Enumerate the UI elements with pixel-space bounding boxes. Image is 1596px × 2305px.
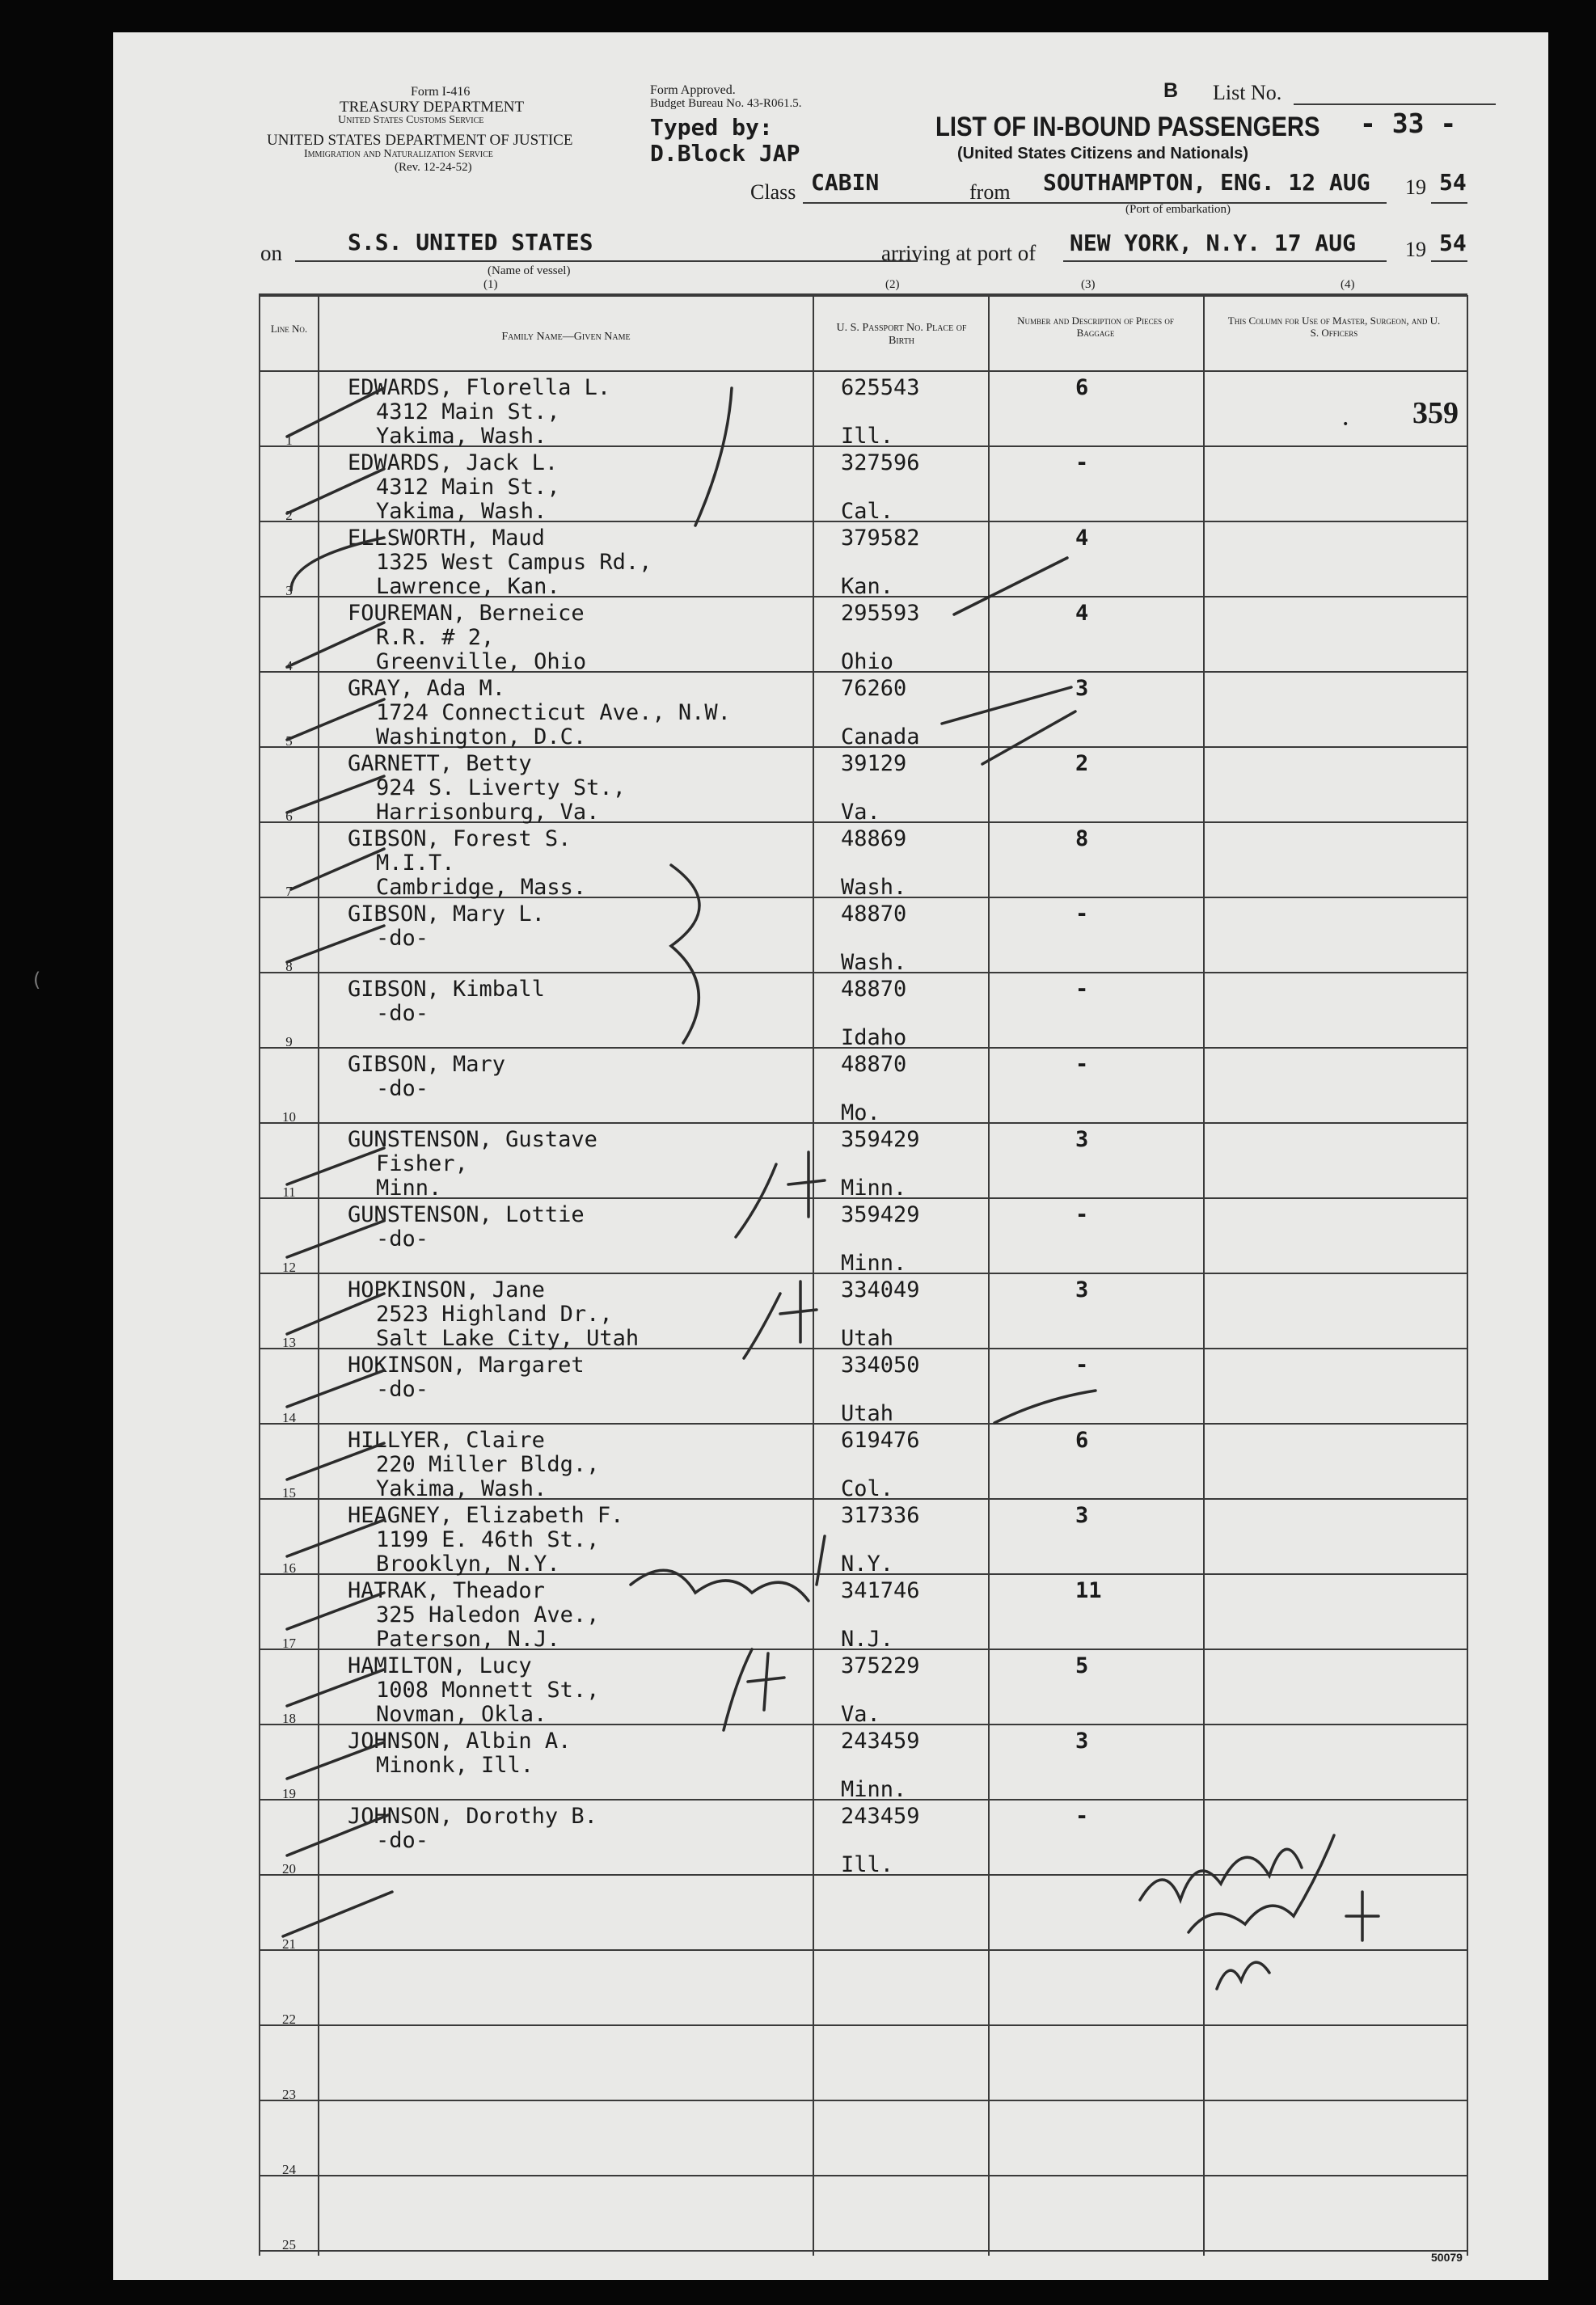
list-prefix: B	[1163, 79, 1179, 102]
passenger-address-line1: Fisher,	[376, 1151, 468, 1176]
passenger-address-line1: Minonk, Ill.	[376, 1753, 534, 1778]
passport-header: U. S. Passport No. Place of Birth	[836, 322, 967, 348]
passenger-address-line1: 924 S. Liverty St.,	[376, 775, 626, 800]
signature	[1217, 1962, 1269, 1989]
bracket-mark	[954, 558, 1067, 614]
baggage-count: -	[1075, 1202, 1089, 1227]
line-number: 1	[285, 433, 293, 448]
baggage-count: 5	[1075, 1653, 1089, 1678]
passenger-address-line1: 1325 West Campus Rd.,	[376, 550, 652, 575]
vessel-caption: (Name of vessel)	[488, 264, 571, 277]
form-approved: Form Approved.	[650, 83, 736, 97]
line-number: 11	[282, 1184, 296, 1200]
passport-number: 379582	[841, 526, 920, 551]
passenger-name: EDWARDS, Jack L.	[348, 450, 559, 475]
baggage-count: -	[1075, 901, 1089, 927]
line-number: 2	[285, 508, 293, 523]
baggage-count: 3	[1075, 1127, 1089, 1152]
place-of-birth: Mo.	[841, 1100, 880, 1125]
passenger-name: GARNETT, Betty	[348, 751, 532, 776]
passenger-address-line2: Cambridge, Mass.	[376, 875, 587, 900]
place-of-birth: Kan.	[841, 574, 894, 599]
passenger-address-line2: Harrisonburg, Va.	[376, 800, 600, 825]
arrival-line	[1063, 260, 1387, 262]
passenger-name: GRAY, Ada M.	[348, 676, 506, 701]
ins-service: Immigration and Naturalization Service	[304, 148, 493, 160]
check-mark	[287, 469, 384, 513]
place-of-birth: Va.	[841, 800, 880, 825]
check-mark	[287, 926, 384, 962]
baggage-count: 6	[1075, 1428, 1089, 1453]
bracket-mark	[695, 388, 732, 526]
passenger-address-line2: Yakima, Wash.	[376, 499, 547, 524]
passport-number: 334050	[841, 1353, 920, 1378]
arrival-year-line	[1431, 260, 1467, 262]
passport-number: 359429	[841, 1127, 920, 1152]
check-mark	[291, 849, 384, 889]
place-of-birth: Wash.	[841, 950, 907, 975]
table-left-border	[259, 295, 260, 2256]
on-label: on	[260, 241, 282, 265]
passenger-name: HOKINSON, Margaret	[348, 1353, 585, 1378]
line-number: 4	[285, 658, 293, 673]
bracket-mark	[982, 711, 1075, 764]
line-number: 22	[282, 2012, 296, 2027]
arrival-year-prefix: 19	[1405, 238, 1426, 261]
passenger-name: GIBSON, Mary L.	[348, 901, 545, 927]
passenger-name: JOHNSON, Dorothy B.	[348, 1804, 597, 1829]
edge-mark: (	[31, 969, 43, 991]
passenger-address-line1: M.I.T.	[376, 851, 455, 876]
baggage-count: 4	[1075, 601, 1089, 626]
port-embarkation-caption: (Port of embarkation)	[1125, 203, 1231, 216]
line-number: 3	[285, 583, 293, 598]
passport-number: 243459	[841, 1804, 920, 1829]
baggage-count: 6	[1075, 375, 1089, 400]
baggage-header: Number and Description of Pieces of Baggage	[1017, 315, 1174, 339]
baggage-count: 3	[1075, 1729, 1089, 1754]
arrival-year: 54	[1439, 230, 1467, 256]
list-no-line	[1294, 103, 1496, 105]
passenger-address-line1: -do-	[376, 1226, 429, 1252]
place-of-birth: Utah	[841, 1401, 894, 1426]
baggage-count: 3	[1075, 1277, 1089, 1302]
stamp-dot: •	[1342, 418, 1349, 431]
passenger-address-line1: 1724 Connecticut Ave., N.W.	[376, 700, 731, 725]
table-top-border	[259, 293, 1467, 297]
baggage-count: -	[1075, 1804, 1089, 1829]
passport-divider	[988, 295, 990, 2256]
signature	[1346, 1892, 1379, 1940]
customs-service: United States Customs Service	[338, 114, 484, 126]
justice-dept: UNITED STATES DEPARTMENT OF JUSTICE	[267, 132, 573, 149]
line-number: 19	[282, 1786, 296, 1801]
line-number: 13	[282, 1335, 296, 1350]
row-divider	[259, 2100, 1467, 2101]
passport-number: 39129	[841, 751, 907, 776]
passenger-address-line2: Salt Lake City, Utah	[376, 1326, 640, 1351]
stamp-number: 359	[1412, 396, 1459, 430]
officers-header: This Column for Use of Master, Surgeon, and U. S. Officers	[1227, 315, 1441, 339]
passenger-address-line1: 4312 Main St.,	[376, 475, 560, 500]
table-right-border	[1467, 295, 1468, 2256]
from-year-prefix: 19	[1405, 175, 1426, 199]
passenger-address-line1: 1199 E. 46th St.,	[376, 1527, 600, 1552]
place-of-birth: Minn.	[841, 1176, 907, 1201]
col-num-1: (1)	[483, 278, 498, 291]
initials-mark	[724, 1649, 752, 1730]
typed-by-label: Typed by:	[650, 114, 773, 141]
line-number: 17	[282, 1636, 296, 1651]
page-title: LIST OF IN-BOUND PASSENGERS	[935, 112, 1320, 142]
passenger-name: GIBSON, Mary	[348, 1052, 506, 1077]
handwritten-marks	[113, 32, 1548, 2280]
passport-number: 619476	[841, 1428, 920, 1453]
initials-mark	[780, 1281, 817, 1342]
from-year: 54	[1439, 169, 1467, 196]
squiggle	[671, 865, 699, 1043]
col-num-3: (3)	[1081, 278, 1096, 291]
name-header: Family Name—Given Name	[501, 331, 631, 343]
place-of-birth: Va.	[841, 1702, 880, 1727]
typed-by: D.Block JAP	[650, 140, 800, 167]
passenger-address-line2: Lawrence, Kan.	[376, 574, 560, 599]
list-number: - 33 -	[1360, 108, 1457, 139]
row-divider	[259, 2250, 1467, 2252]
passenger-address-line1: -do-	[376, 1377, 429, 1402]
passenger-name: GUNSTENSON, Lottie	[348, 1202, 585, 1227]
passenger-address-line2: Greenville, Ohio	[376, 649, 587, 674]
page-subtitle: (United States Citizens and Nationals)	[957, 145, 1249, 163]
passenger-address-line2: Novman, Okla.	[376, 1702, 547, 1727]
passport-number: 48870	[841, 977, 907, 1002]
line-number: 24	[282, 2162, 296, 2177]
passport-number: 359429	[841, 1202, 920, 1227]
passenger-address-line1: -do-	[376, 1001, 429, 1026]
baggage-count: -	[1075, 450, 1089, 475]
initials-mark	[788, 1152, 825, 1217]
passenger-address-line2: Yakima, Wash.	[376, 424, 547, 449]
check-mark	[287, 1148, 384, 1184]
arriving-label: arriving at port of	[881, 241, 1037, 265]
place-of-birth: Wash.	[841, 875, 907, 900]
place-of-birth: Ill.	[841, 424, 894, 449]
passenger-address-line1: 4312 Main St.,	[376, 399, 560, 424]
list-no-label: List No.	[1213, 81, 1282, 104]
vessel-line	[295, 260, 918, 262]
line-number: 20	[282, 1861, 296, 1877]
line-number: 8	[285, 959, 293, 974]
row-divider	[259, 1949, 1467, 1951]
passport-number: 327596	[841, 450, 920, 475]
line-number: 23	[282, 2087, 296, 2102]
line-number: 21	[282, 1936, 296, 1952]
line-number: 6	[285, 808, 293, 824]
footer-code: 50079	[1431, 2251, 1463, 2264]
baggage-count: -	[1075, 1353, 1089, 1378]
passenger-address-line2: Washington, D.C.	[376, 724, 587, 749]
line-number: 15	[282, 1485, 296, 1501]
passenger-name: HATRAK, Theador	[348, 1578, 545, 1603]
passenger-name: GIBSON, Forest S.	[348, 826, 572, 851]
line-no-divider	[318, 295, 319, 2256]
line-number: 10	[282, 1109, 296, 1125]
passport-number: 295593	[841, 601, 920, 626]
baggage-count: 2	[1075, 751, 1089, 776]
passenger-address-line2: Yakima, Wash.	[376, 1476, 547, 1501]
passport-number: 317336	[841, 1503, 920, 1528]
place-of-birth: N.Y.	[841, 1551, 894, 1577]
col-num-2: (2)	[885, 278, 900, 291]
passenger-address-line1: 325 Haledon Ave.,	[376, 1602, 600, 1627]
initials-mark	[748, 1653, 784, 1710]
line-number: 12	[282, 1260, 296, 1275]
passenger-name: FOUREMAN, Berneice	[348, 601, 585, 626]
row-divider	[259, 2175, 1467, 2176]
line-number: 18	[282, 1711, 296, 1726]
passport-number: 334049	[841, 1277, 920, 1302]
passenger-address-line1: 1008 Monnett St.,	[376, 1678, 600, 1703]
place-of-birth: Canada	[841, 724, 920, 749]
line-number: 7	[285, 884, 293, 899]
passenger-name: HAMILTON, Lucy	[348, 1653, 532, 1678]
passenger-address-line1: 220 Miller Bldg.,	[376, 1452, 600, 1477]
passenger-name: EDWARDS, Florella L.	[348, 375, 611, 400]
form-number: Form I-416	[411, 85, 471, 99]
baggage-count: 11	[1075, 1578, 1102, 1603]
passenger-address-line1: -do-	[376, 1828, 429, 1853]
passport-number: 375229	[841, 1653, 920, 1678]
passenger-address-line1: R.R. # 2,	[376, 625, 495, 650]
signature	[1189, 1835, 1334, 1932]
place-of-birth: Ill.	[841, 1852, 894, 1877]
passenger-name: GUNSTENSON, Gustave	[348, 1127, 597, 1152]
manifest-page	[113, 32, 1548, 2280]
passport-number: 48869	[841, 826, 907, 851]
class-value: CABIN	[811, 169, 880, 196]
passenger-name: HEAGNEY, Elizabeth F.	[348, 1503, 624, 1528]
line-number: 9	[285, 1034, 293, 1049]
passport-number: 48870	[841, 901, 907, 927]
passenger-address-line2: Brooklyn, N.Y.	[376, 1551, 560, 1577]
row-divider	[259, 2024, 1467, 2026]
passenger-name: JOHNSON, Albin A.	[348, 1729, 572, 1754]
passport-number: 76260	[841, 676, 907, 701]
place-of-birth: Minn.	[841, 1777, 907, 1802]
header-bottom-border	[259, 370, 1467, 372]
from-label: from	[969, 180, 1011, 204]
passenger-address-line1: -do-	[376, 1076, 429, 1101]
line-number: 5	[285, 733, 293, 749]
passenger-name: HOPKINSON, Jane	[348, 1277, 545, 1302]
passport-number: 48870	[841, 1052, 907, 1077]
baggage-count: 4	[1075, 526, 1089, 551]
passport-number: 625543	[841, 375, 920, 400]
baggage-count: 8	[1075, 826, 1089, 851]
bracket-mark	[942, 687, 1071, 724]
passenger-name: GIBSON, Kimball	[348, 977, 545, 1002]
place-of-birth: Minn.	[841, 1251, 907, 1276]
bracket-mark	[994, 1391, 1096, 1423]
initials-mark	[736, 1164, 776, 1237]
treasury-dept: TREASURY DEPARTMENT	[340, 99, 525, 116]
passenger-name: ELLSWORTH, Maud	[348, 526, 545, 551]
line-no-header: Line No.	[270, 323, 308, 335]
baggage-count: 3	[1075, 1503, 1089, 1528]
passenger-address-line1: 2523 Highland Dr.,	[376, 1302, 613, 1327]
embarkation-port: SOUTHAMPTON, ENG. 12 AUG	[1043, 169, 1370, 196]
place-of-birth: N.J.	[841, 1627, 894, 1652]
name-divider	[813, 295, 814, 2256]
scribble	[631, 1536, 825, 1601]
passport-number: 341746	[841, 1578, 920, 1603]
revision: (Rev. 12-24-52)	[395, 161, 472, 174]
passenger-address-line1: -do-	[376, 926, 429, 951]
line-number: 25	[282, 2237, 296, 2252]
line-number: 14	[282, 1410, 296, 1425]
line-number: 16	[282, 1560, 296, 1576]
col-num-4: (4)	[1341, 278, 1355, 291]
passenger-address-line2: Paterson, N.J.	[376, 1627, 560, 1652]
passport-number: 243459	[841, 1729, 920, 1754]
vessel-name: S.S. UNITED STATES	[348, 229, 593, 255]
arrival-port: NEW YORK, N.Y. 17 AUG	[1070, 230, 1357, 256]
place-of-birth: Utah	[841, 1326, 894, 1351]
budget-bureau: Budget Bureau No. 43-R061.5.	[650, 97, 802, 110]
place-of-birth: Cal.	[841, 499, 894, 524]
class-label: Class	[750, 180, 796, 204]
baggage-count: -	[1075, 1052, 1089, 1077]
passenger-name: HILLYER, Claire	[348, 1428, 545, 1453]
place-of-birth: Ohio	[841, 649, 894, 674]
baggage-count: -	[1075, 977, 1089, 1002]
check-mark	[283, 1892, 392, 1936]
baggage-count: 3	[1075, 676, 1089, 701]
place-of-birth: Idaho	[841, 1025, 907, 1050]
passenger-address-line2: Minn.	[376, 1176, 442, 1201]
place-of-birth: Col.	[841, 1476, 894, 1501]
check-mark	[287, 776, 384, 813]
from-year-line	[1431, 202, 1467, 204]
baggage-divider	[1203, 295, 1205, 2256]
